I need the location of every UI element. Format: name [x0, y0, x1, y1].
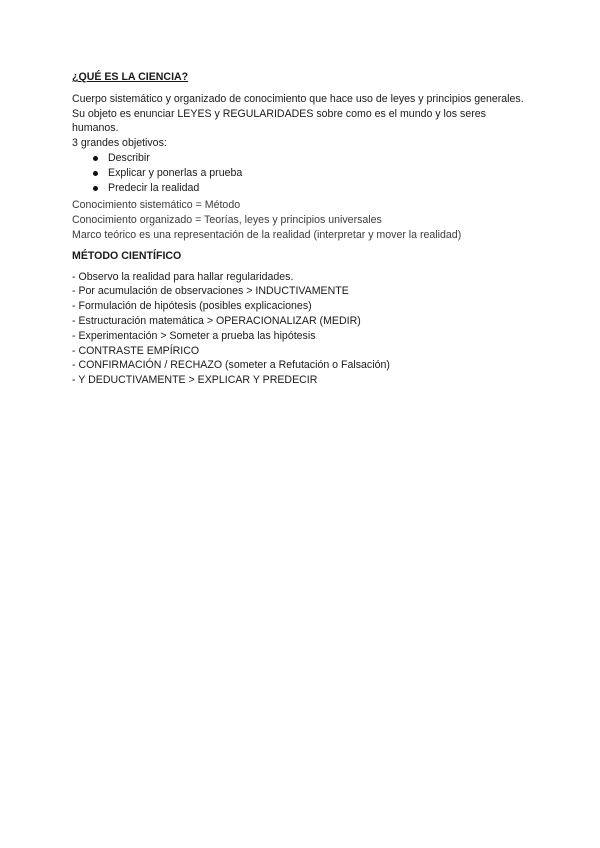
intro-paragraph-2: Su objeto es enunciar LEYES y REGULARIDADES sobre como es el mundo y los seres humanos. [72, 107, 486, 135]
document-page [72, 70, 532, 388]
method-step: - Estructuración matemática > OPERACIONALIZAR (MEDIR) [72, 314, 361, 327]
method-step: - Por acumulación de observaciones > INDUCTIVAMENTE [72, 285, 349, 298]
objective-text: Explicar y ponerlas a prueba [108, 166, 243, 179]
method-step: - Experimentación > Someter a prueba las hipótesis [72, 329, 316, 342]
section-title-method: MÉTODO CIENTÍFICO [72, 249, 182, 262]
method-step: - CONTRASTE EMPÍRICO [72, 344, 200, 357]
bullet-icon [93, 156, 98, 161]
method-step: - Formulación de hipótesis (posibles explicaciones) [72, 300, 312, 313]
method-step: - Y DEDUCTIVAMENTE > EXPLICAR Y PREDECIR [72, 374, 318, 387]
intro-paragraph-3: 3 grandes objetivos: [72, 137, 167, 150]
list-item [108, 181, 532, 196]
intro-paragraph-1: Cuerpo sistemático y organizado de conocimiento que hace uso de leyes y principios generales. [72, 92, 524, 105]
method-step: - Observo la realidad para hallar regularidades. [72, 270, 294, 283]
bullet-icon [93, 171, 98, 176]
page-title: ¿QUÉ ES LA CIENCIA? [72, 71, 189, 83]
list-item [108, 151, 532, 166]
objective-text: Describir [108, 151, 150, 164]
objectives-list [72, 151, 532, 195]
definition-line: Marco teórico es una representación de la realidad (interpretar y mover la realidad) [72, 228, 462, 241]
method-step: - CONFIRMACIÓN / RECHAZO (someter a Refutación o Falsación) [72, 359, 390, 372]
definition-line: Conocimiento organizado = Teorías, leyes y principios universales [72, 214, 382, 227]
list-item [108, 166, 532, 181]
definition-line: Conocimiento sistemático = Método [72, 199, 241, 212]
bullet-icon [93, 186, 98, 191]
objective-text: Predecir la realidad [108, 181, 200, 194]
